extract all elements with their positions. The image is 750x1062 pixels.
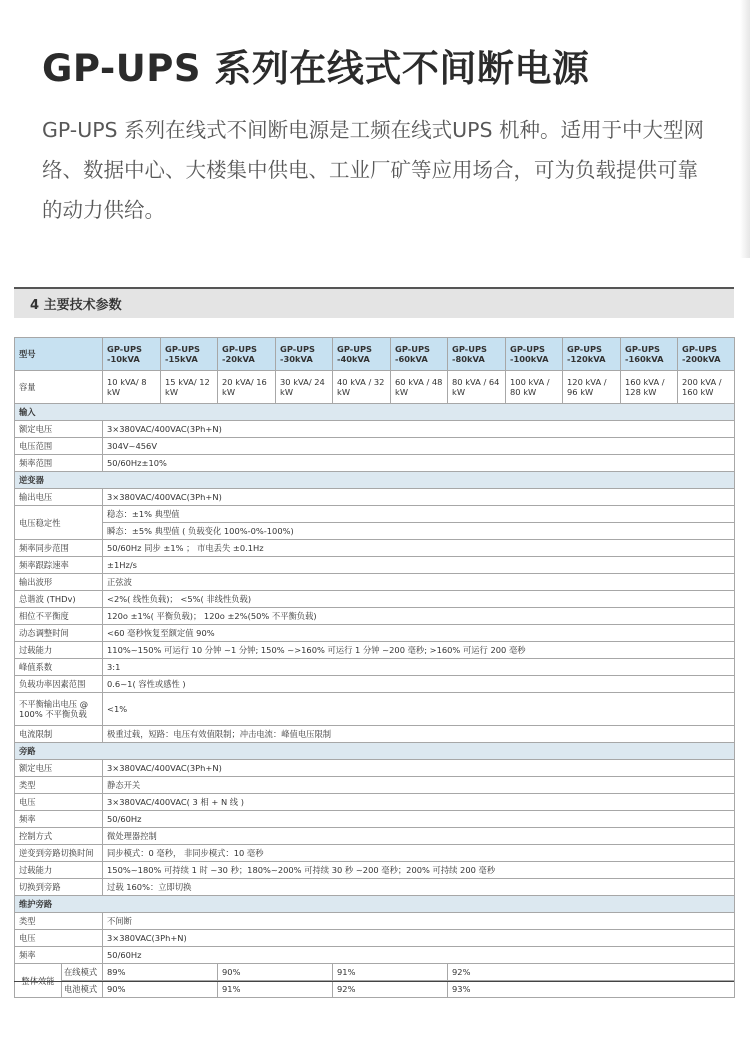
model-cell: GP-UPS -10kVA [103, 338, 161, 371]
spec-label: 额定电压 [15, 760, 103, 777]
spec-row [15, 693, 735, 726]
spec-value: <60 毫秒恢复至额定值 90% [103, 625, 735, 642]
spec-label: 类型 [15, 777, 103, 794]
spec-value: 0.6~1( 容性或感性 ) [103, 676, 735, 693]
spec-value: <1% [103, 693, 735, 726]
section-heading: 旁路 [15, 743, 735, 760]
spec-value: 静态开关 [103, 777, 735, 794]
spec-label: 负载功率因素范围 [15, 676, 103, 693]
section-heading: 输入 [15, 404, 735, 421]
spec-value: 3×380VAC(3Ph+N) [103, 930, 735, 947]
spec-row [15, 811, 735, 828]
spec-row [15, 913, 735, 930]
spec-value: 304V~456V [103, 438, 735, 455]
spec-value: 瞬态：±5% 典型值 ( 负载变化 100%-0%-100%) [103, 523, 735, 540]
capacity-cell: 30 kVA/ 24 kW [276, 371, 333, 404]
spec-row [15, 760, 735, 777]
efficiency-value: 91% [218, 981, 333, 998]
spec-value: 3×380VAC/400VAC(3Ph+N) [103, 489, 735, 506]
spec-value: 微处理器控制 [103, 828, 735, 845]
spec-row [15, 930, 735, 947]
spec-label: 额定电压 [15, 421, 103, 438]
spec-row [15, 523, 735, 540]
efficiency-mode: 电池模式 [62, 981, 103, 998]
capacity-cell: 40 kVA / 32 kW [333, 371, 391, 404]
spec-value: 3:1 [103, 659, 735, 676]
section-heading: 维护旁路 [15, 896, 735, 913]
model-cell: GP-UPS -100kVA [506, 338, 563, 371]
spec-value: 过载 160%：立即切换 [103, 879, 735, 896]
spec-row [15, 828, 735, 845]
section-row-bypass [15, 743, 735, 760]
model-cell: GP-UPS -200kVA [678, 338, 735, 371]
spec-row [15, 608, 735, 625]
spec-row [15, 625, 735, 642]
spec-row [15, 557, 735, 574]
spec-value: 正弦波 [103, 574, 735, 591]
model-label: 型号 [15, 338, 103, 371]
model-cell: GP-UPS -160kVA [621, 338, 678, 371]
spec-value: 极重过载，短路：电压有效值限制；冲击电流：峰值电压限制 [103, 726, 735, 743]
spec-row [15, 676, 735, 693]
spec-row [15, 659, 735, 676]
efficiency-value: 92% [333, 981, 448, 998]
spec-label: 切换到旁路 [15, 879, 103, 896]
model-cell: GP-UPS -80kVA [448, 338, 506, 371]
efficiency-value: 89% [103, 964, 218, 981]
spec-label: 电压 [15, 794, 103, 811]
efficiency-value: 92% [448, 964, 735, 981]
spec-row [15, 947, 735, 964]
spec-label: 电压稳定性 [15, 506, 103, 540]
section-row-input [15, 404, 735, 421]
spec-label: 不平衡输出电压 @ 100% 不平衡负载 [15, 693, 103, 726]
right-edge-shadow [740, 0, 750, 258]
efficiency-value: 90% [103, 981, 218, 998]
capacity-cell: 160 kVA / 128 kW [621, 371, 678, 404]
spec-label: 电压范围 [15, 438, 103, 455]
spec-value: 3×380VAC/400VAC(3Ph+N) [103, 760, 735, 777]
section-header [14, 287, 734, 318]
spec-label: 电压 [15, 930, 103, 947]
spec-value: 3×380VAC/400VAC(3Ph+N) [103, 421, 735, 438]
spec-label: 电流限制 [15, 726, 103, 743]
intro-paragraph: GP-UPS 系列在线式不间断电源是工频在线式UPS 机种。适用于中大型网络、数据中心、大楼集中供电、工业厂矿等应用场合，可为负载提供可靠的动力供给。 [42, 118, 704, 222]
spec-value: 50/60Hz [103, 947, 735, 964]
spec-row [15, 862, 735, 879]
spec-label: 过载能力 [15, 862, 103, 879]
spec-label: 频率 [15, 811, 103, 828]
spec-value: 同步模式：0 毫秒， 非同步模式：10 毫秒 [103, 845, 735, 862]
efficiency-mode: 在线模式 [62, 964, 103, 981]
efficiency-row-battery [15, 981, 735, 998]
efficiency-value: 90% [218, 964, 333, 981]
section-row-inverter [15, 472, 735, 489]
spec-value: 150%~180% 可持续 1 时 ~30 秒；180%~200% 可持续 30 秒 ~200 毫秒；200% 可持续 200 毫秒 [103, 862, 735, 879]
section-heading: 逆变器 [15, 472, 735, 489]
model-cell: GP-UPS -40kVA [333, 338, 391, 371]
spec-row [15, 455, 735, 472]
model-cell: GP-UPS -60kVA [391, 338, 448, 371]
spec-row [15, 438, 735, 455]
efficiency-row-online [15, 964, 735, 981]
spec-label: 峰值系数 [15, 659, 103, 676]
efficiency-value: 93% [448, 981, 735, 998]
model-row [15, 338, 735, 371]
capacity-cell: 100 kVA / 80 kW [506, 371, 563, 404]
spec-row [15, 421, 735, 438]
spec-label: 相位不平衡度 [15, 608, 103, 625]
efficiency-value: 91% [333, 964, 448, 981]
spec-row [15, 726, 735, 743]
spec-label: 输出电压 [15, 489, 103, 506]
spec-value: 120o ±1%( 平衡负载)； 120o ±2%(50% 不平衡负载) [103, 608, 735, 625]
model-cell: GP-UPS -120kVA [563, 338, 621, 371]
spec-value: 50/60Hz [103, 811, 735, 828]
spec-label: 频率同步范围 [15, 540, 103, 557]
capacity-cell: 120 kVA / 96 kW [563, 371, 621, 404]
spec-row [15, 794, 735, 811]
spec-value: <2%( 线性负载)； <5%( 非线性负载) [103, 591, 735, 608]
spec-row [15, 540, 735, 557]
efficiency-label: 整体效能 [15, 964, 62, 998]
spec-value: 3×380VAC/400VAC( 3 相 + N 线 ) [103, 794, 735, 811]
spec-value: 稳态：±1% 典型值 [103, 506, 735, 523]
model-cell: GP-UPS -15kVA [161, 338, 218, 371]
spec-row [15, 845, 735, 862]
spec-label: 逆变到旁路切换时间 [15, 845, 103, 862]
spec-label: 频率范围 [15, 455, 103, 472]
page-title: GP-UPS 系列在线式不间断电源 [42, 47, 590, 90]
capacity-cell: 15 kVA/ 12 kW [161, 371, 218, 404]
capacity-label: 容量 [15, 371, 103, 404]
spec-row [15, 506, 735, 523]
capacity-cell: 10 kVA/ 8 kW [103, 371, 161, 404]
model-cell: GP-UPS -20kVA [218, 338, 276, 371]
spec-label: 总谐波 (THDv) [15, 591, 103, 608]
table-bottom-rule [14, 981, 734, 982]
section-row-maintenance-bypass [15, 896, 735, 913]
spec-label: 输出波形 [15, 574, 103, 591]
spec-value: ±1Hz/s [103, 557, 735, 574]
spec-row [15, 489, 735, 506]
capacity-cell: 60 kVA / 48 kW [391, 371, 448, 404]
spec-row [15, 591, 735, 608]
spec-row [15, 879, 735, 896]
spec-label: 过载能力 [15, 642, 103, 659]
spec-label: 控制方式 [15, 828, 103, 845]
spec-row [15, 642, 735, 659]
capacity-row [15, 371, 735, 404]
capacity-cell: 80 kVA / 64 kW [448, 371, 506, 404]
spec-value: 110%~150% 可运行 10 分钟 ~1 分钟; 150% ~>160% 可运行 1 分钟 ~200 毫秒; >160% 可运行 200 毫秒 [103, 642, 735, 659]
capacity-cell: 20 kVA/ 16 kW [218, 371, 276, 404]
section-title: 4 主要技术参数 [30, 298, 122, 313]
spec-label: 频率 [15, 947, 103, 964]
spec-label: 频率跟踪速率 [15, 557, 103, 574]
spec-label: 类型 [15, 913, 103, 930]
spec-value: 不间断 [103, 913, 735, 930]
capacity-cell: 200 kVA / 160 kW [678, 371, 735, 404]
spec-value: 50/60Hz 同步 ±1% ； 市电丢失 ±0.1Hz [103, 540, 735, 557]
spec-value: 50/60Hz±10% [103, 455, 735, 472]
spec-table [14, 337, 735, 998]
spec-label: 动态调整时间 [15, 625, 103, 642]
spec-row [15, 777, 735, 794]
model-cell: GP-UPS -30kVA [276, 338, 333, 371]
spec-row [15, 574, 735, 591]
